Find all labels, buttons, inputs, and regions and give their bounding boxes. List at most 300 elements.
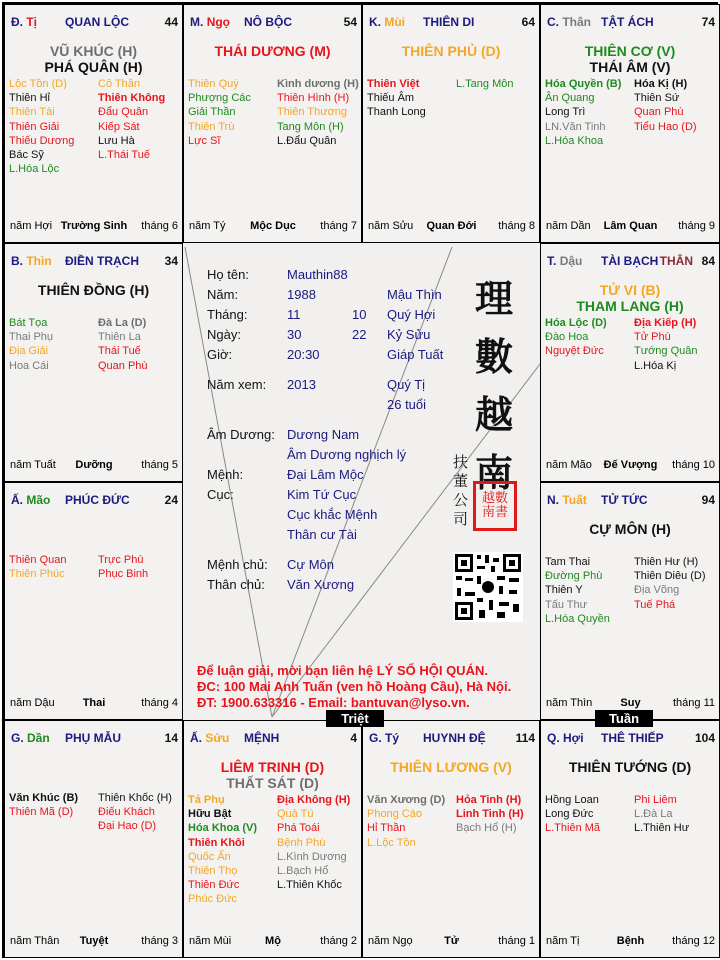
star-item: Điếu Khách — [98, 806, 155, 819]
hour-canchi: Giáp Tuất — [387, 347, 444, 362]
star-item: Thiên Khôi — [188, 836, 245, 849]
heavenly-stem: Ấ. — [11, 493, 23, 507]
star-item: Thiên Đức — [188, 879, 240, 892]
main-star: PHÁ QUÂN (H) — [44, 59, 143, 75]
star-item: Kình dương (H) — [277, 78, 359, 90]
star-item: Quan Phù — [634, 106, 684, 119]
star-item: Phá Toái — [277, 822, 320, 835]
dai-han-age: 34 — [164, 254, 178, 268]
star-item: Hóa Khoa (V) — [188, 822, 258, 835]
trang-sinh-stage: Bệnh — [616, 935, 645, 947]
star-item: Thiếu Âm — [367, 92, 415, 105]
view-year-canchi: Quý Tị — [387, 377, 426, 392]
star-item: L.Thiên Mã — [545, 822, 601, 835]
star-item: Quả Tú — [277, 808, 314, 821]
star-item: Hóa Quyền (B) — [545, 78, 622, 90]
star-item: Tử Phù — [634, 331, 671, 344]
palace-name: HUYNH ĐỆ — [423, 731, 486, 745]
than-marker: THÂN — [659, 254, 693, 268]
star-item: Thiên Hư (H) — [634, 556, 699, 568]
palace-can-chi — [190, 15, 230, 29]
palace-header — [547, 731, 715, 747]
star-item: Bạch Hổ (H) — [456, 822, 517, 835]
star-item: Thiên Việt — [367, 78, 420, 90]
earthly-branch: Dậu — [559, 254, 583, 268]
palace-header — [547, 493, 715, 509]
star-item: Thai Phụ — [9, 331, 54, 344]
star-item: L.Hóa Khoa — [545, 134, 604, 147]
star-item: Thiên Mã (D) — [9, 806, 74, 819]
palace-header — [369, 15, 535, 31]
month-label: tháng 10 — [672, 459, 715, 471]
minor-stars — [545, 77, 717, 217]
palace-cell[interactable] — [4, 243, 183, 482]
palace-can-chi — [190, 731, 229, 745]
main-star: LIÊM TRINH (D) — [220, 759, 325, 775]
star-column-left — [9, 77, 74, 176]
palace-header — [369, 731, 535, 747]
than-chu-value: Văn Xương — [287, 577, 355, 592]
logo-char: 南 — [474, 450, 513, 495]
palace-cell[interactable] — [4, 4, 183, 243]
palace-can-chi — [369, 731, 399, 745]
day-lunar: 22 — [352, 327, 367, 342]
star-item: Quan Phù — [98, 359, 148, 372]
star-item: Văn Xương (D) — [367, 794, 446, 806]
month-label: tháng 4 — [141, 697, 178, 709]
cuc-note-2: Thân cư Tài — [287, 527, 357, 542]
palace-header — [190, 15, 357, 31]
star-item: Đại Hao (D) — [98, 820, 157, 833]
palace-name: TỬ TỨC — [601, 493, 648, 507]
star-item: L.Lộc Tồn — [367, 836, 416, 849]
month-label: tháng 8 — [498, 220, 535, 232]
star-item: Cô Thần — [98, 78, 140, 90]
palace-name: NÔ BỘC — [244, 15, 292, 29]
luu-nien-year: năm Dậu — [10, 697, 55, 709]
palace-cell[interactable] — [540, 720, 720, 958]
month-label: tháng 7 — [320, 220, 357, 232]
palace-cell[interactable] — [183, 4, 362, 243]
trang-sinh-stage: Tử — [444, 935, 459, 947]
palace-can-chi — [547, 731, 584, 745]
star-item: Thiên Diêu (D) — [634, 570, 706, 583]
earthly-branch: Tuất — [562, 493, 587, 507]
palace-footer — [546, 697, 715, 711]
palace-header — [11, 493, 178, 509]
palace-header — [11, 731, 178, 747]
dai-han-age: 54 — [343, 15, 357, 29]
earthly-branch: Dần — [27, 731, 50, 745]
star-item: Lưu Hà — [98, 134, 135, 147]
palace-header — [11, 15, 178, 31]
star-item: Lực Sĩ — [188, 134, 221, 147]
heavenly-stem: G. — [369, 731, 382, 745]
heavenly-stem: M. — [190, 15, 204, 29]
trang-sinh-stage: Tuyệt — [79, 935, 109, 947]
palace-header — [547, 254, 715, 270]
center-info-panel — [185, 243, 542, 721]
star-column-right — [634, 793, 689, 836]
star-item: Tuế Phá — [634, 598, 676, 611]
dai-han-age: 4 — [350, 731, 357, 745]
dai-han-age: 114 — [515, 731, 535, 745]
main-star: THÁI ÂM (V) — [589, 59, 671, 75]
star-item: Thiên Y — [545, 584, 583, 597]
heavenly-stem: N. — [547, 493, 559, 507]
star-item: Thái Tuế — [98, 345, 141, 358]
palace-cell[interactable] — [540, 4, 720, 243]
star-item: Tả Phụ — [188, 794, 225, 806]
name-label: Họ tên: — [207, 267, 249, 282]
logo-char: 越 — [474, 392, 513, 437]
trang-sinh-stage: Đế Vượng — [603, 459, 658, 471]
minor-stars — [367, 77, 537, 217]
palace-cell[interactable] — [183, 720, 362, 958]
star-item: Hỏa Tinh (H) — [456, 794, 522, 806]
year-label: Năm: — [207, 287, 239, 302]
star-item: LN.Văn Tinh — [545, 120, 606, 133]
palace-name: PHÚC ĐỨC — [65, 493, 130, 507]
star-item: Tấu Thư — [545, 598, 588, 611]
trang-sinh-stage: Quan Đới — [426, 220, 477, 232]
star-item: Bát Tọa — [9, 317, 48, 329]
palace-can-chi — [11, 493, 50, 507]
main-star: THẤT SÁT (D) — [226, 775, 319, 791]
star-column-right — [456, 77, 513, 91]
month-canchi: Quý Hợi — [387, 307, 436, 322]
star-item: Địa Không (H) — [277, 794, 351, 806]
star-item: Phi Liêm — [634, 794, 677, 806]
palace-cell[interactable] — [540, 243, 720, 482]
palace-footer — [546, 935, 715, 949]
star-item: Lộc Tồn (D) — [9, 78, 67, 90]
luu-nien-year: năm Tị — [546, 935, 580, 947]
month-lunar: 10 — [352, 307, 367, 322]
star-item: Ân Quang — [545, 92, 595, 105]
main-star: CỰ MÔN (H) — [589, 521, 671, 537]
star-column-right — [634, 555, 706, 612]
earthly-branch: Mão — [26, 493, 51, 507]
dai-han-age: 104 — [694, 731, 715, 745]
heavenly-stem: C. — [547, 15, 559, 29]
day-solar: 30 — [287, 327, 302, 342]
menh-value: Đại Lâm Mộc — [287, 467, 364, 482]
trang-sinh-stage: Thai — [82, 697, 106, 709]
star-column-right — [634, 77, 697, 134]
heavenly-stem: K. — [369, 15, 381, 29]
star-column-right — [277, 77, 359, 148]
star-item: Thiên Hình (H) — [277, 92, 350, 105]
star-item: Tang Môn (H) — [277, 120, 344, 133]
palace-cell[interactable] — [362, 720, 540, 958]
star-item: L.Thái Tuế — [98, 149, 150, 162]
minor-stars — [9, 316, 180, 456]
amduong-value: Dương Nam — [287, 427, 360, 442]
main-star: THAM LANG (H) — [576, 298, 684, 314]
hour-value: 20:30 — [287, 347, 320, 362]
trang-sinh-stage: Suy — [620, 697, 641, 709]
star-item: Thiên La — [98, 331, 141, 344]
star-item: Hỉ Thần — [367, 822, 406, 835]
star-item: Long Đức — [545, 808, 594, 821]
star-item: L.Bạch Hổ — [277, 865, 329, 878]
minor-stars — [9, 553, 180, 693]
month-label: tháng 12 — [672, 935, 715, 947]
star-item: Phúc Đức — [188, 893, 237, 906]
dai-han-age: 74 — [701, 15, 715, 29]
palace-cell[interactable] — [4, 720, 183, 958]
luu-nien-year: năm Thìn — [546, 697, 593, 709]
star-item: Thiếu Dương — [9, 134, 75, 147]
earthly-branch: Hợi — [563, 731, 584, 745]
amduong-note: Âm Dương nghịch lý — [287, 447, 407, 462]
minor-stars — [545, 316, 717, 456]
star-item: Giải Thần — [188, 106, 236, 119]
trang-sinh-stage: Lâm Quan — [603, 220, 658, 232]
star-column-left — [9, 553, 66, 581]
heavenly-stem: T. — [547, 254, 557, 268]
star-item: Tướng Quân — [634, 345, 698, 358]
day-label: Ngày: — [207, 327, 241, 342]
trang-sinh-stage: Dưỡng — [75, 459, 113, 471]
star-item: Trực Phù — [98, 554, 144, 566]
star-item: L.Kình Dương — [277, 850, 347, 863]
star-item: Thiên Giải — [9, 120, 60, 133]
dai-han-age: 44 — [164, 15, 178, 29]
tuvi-chart-board — [2, 2, 718, 958]
star-column-right — [98, 316, 148, 373]
star-item: Phục Binh — [98, 568, 149, 581]
star-column-right — [98, 77, 165, 162]
star-column-left — [545, 77, 621, 148]
palace-footer — [189, 220, 357, 234]
star-item: Hữu Bật — [188, 808, 232, 821]
dai-han-age: 64 — [521, 15, 535, 29]
luu-nien-year: năm Mão — [546, 459, 592, 471]
star-column-left — [9, 791, 78, 819]
palace-footer — [189, 935, 357, 949]
than-chu-label: Thân chủ: — [207, 577, 265, 592]
star-item: Thiên Hỉ — [9, 92, 50, 105]
cuc-value: Kim Tứ Cục — [287, 487, 357, 502]
star-item: L.Đà La — [634, 808, 673, 821]
star-column-left — [367, 793, 445, 850]
heavenly-stem: Q. — [547, 731, 560, 745]
view-year-value: 2013 — [287, 377, 316, 392]
palace-can-chi — [547, 15, 591, 29]
hour-label: Giờ: — [207, 347, 233, 362]
year-value: 1988 — [287, 287, 316, 302]
star-item: Hồng Loan — [545, 794, 599, 806]
palace-header — [547, 15, 715, 31]
logo-small-text: 扶 董 公 司 — [453, 453, 469, 528]
star-column-right — [277, 793, 350, 892]
minor-stars — [188, 77, 359, 217]
palace-can-chi — [369, 15, 405, 29]
palace-footer — [368, 220, 535, 234]
year-canchi: Mậu Thìn — [387, 287, 442, 302]
minor-stars — [545, 793, 717, 933]
star-item: Địa Giải — [9, 345, 49, 358]
star-item: Thiên Quý — [188, 78, 239, 90]
star-column-left — [545, 555, 610, 626]
star-column-right — [456, 793, 524, 836]
palace-name: MỆNH — [244, 731, 280, 745]
heavenly-stem: Ấ. — [190, 731, 202, 745]
main-star: THIÊN ĐỒNG (H) — [37, 282, 150, 298]
minor-stars — [188, 793, 359, 933]
menh-chu-value: Cự Môn — [287, 557, 334, 572]
palace-cell[interactable] — [4, 482, 183, 720]
dai-han-age: 14 — [164, 731, 178, 745]
palace-cell[interactable] — [362, 4, 540, 243]
star-item: Phong Cáo — [367, 808, 423, 821]
palace-footer — [10, 459, 178, 473]
star-item: Kiếp Sát — [98, 120, 140, 133]
palace-footer — [10, 697, 178, 711]
heavenly-stem: B. — [11, 254, 23, 268]
earthly-branch: Ngọ — [206, 15, 231, 29]
contact-line-1: Để luận giải, mời bạn liên hệ LÝ SỐ HỘI QUÁN. — [197, 663, 488, 678]
luu-nien-year: năm Hợi — [10, 220, 53, 232]
month-label: tháng 2 — [320, 935, 357, 947]
palace-can-chi — [11, 254, 52, 268]
cuc-note-1: Cục khắc Mệnh — [287, 507, 378, 522]
star-column-left — [188, 793, 257, 907]
star-item: Phượng Các — [188, 92, 251, 105]
palace-footer — [546, 220, 715, 234]
star-column-left — [545, 793, 600, 836]
palace-can-chi — [11, 15, 37, 29]
luu-nien-year: năm Mùi — [189, 935, 232, 947]
star-item: Thiên Quan — [9, 554, 67, 566]
month-label: tháng 11 — [672, 697, 715, 709]
star-item: L.Tang Môn — [456, 78, 514, 90]
contact-phone-email: ĐT: 1900.633316 - Email: bantuvan@lyso.vn. — [197, 695, 470, 710]
star-column-right — [98, 553, 148, 581]
palace-can-chi — [11, 731, 50, 745]
amduong-label: Âm Dương: — [207, 427, 275, 442]
star-item: Thiên Tài — [9, 106, 55, 119]
palace-footer — [368, 935, 535, 949]
star-item: Đà La (D) — [98, 317, 147, 329]
star-item: Địa Võng — [634, 584, 680, 597]
star-item: Địa Kiếp (H) — [634, 317, 697, 329]
palace-name: PHỤ MẪU — [65, 731, 121, 745]
star-item: L.Đẩu Quân — [277, 134, 337, 147]
star-column-left — [367, 77, 426, 120]
luu-nien-year: năm Thân — [10, 935, 60, 947]
main-star: THIÊN TƯỚNG (D) — [568, 759, 692, 775]
minor-stars — [9, 77, 180, 217]
main-star: TỬ VI (B) — [599, 282, 661, 298]
logo-char: 數 — [474, 334, 513, 379]
dai-han-age: 24 — [164, 493, 178, 507]
dai-han-age: 84 — [701, 254, 715, 268]
star-item: Thanh Long — [367, 106, 426, 119]
main-star: THÁI DƯƠNG (M) — [214, 43, 331, 59]
star-item: L.Hóa Quyền — [545, 612, 610, 625]
menh-chu-label: Mệnh chủ: — [207, 557, 268, 572]
star-item: Thiên Thọ — [188, 865, 238, 878]
name-value: Mauthin88 — [287, 267, 348, 282]
star-item: Đường Phù — [545, 570, 603, 583]
luu-nien-year: năm Tý — [189, 220, 226, 232]
palace-name: THÊ THIẾP — [601, 731, 664, 745]
palace-name: TẬT ÁCH — [601, 15, 654, 29]
earthly-branch: Mùi — [384, 15, 406, 29]
star-item: Linh Tinh (H) — [456, 808, 524, 821]
star-item: Thiên Khốc (H) — [98, 792, 172, 804]
palace-name: QUAN LỘC — [65, 15, 129, 29]
star-item: Thiên Sứ — [634, 92, 680, 105]
trang-sinh-stage: Trường Sinh — [60, 220, 128, 232]
star-column-left — [188, 77, 251, 148]
trang-sinh-stage: Mộc Dục — [250, 220, 296, 232]
star-item: L.Hóa Kị — [634, 359, 677, 372]
palace-can-chi — [547, 493, 587, 507]
palace-can-chi — [547, 254, 582, 268]
minor-stars — [545, 555, 717, 695]
month-label: Tháng: — [207, 307, 248, 322]
earthly-branch: Tý — [385, 731, 400, 745]
heavenly-stem: G. — [11, 731, 24, 745]
star-item: Tam Thai — [545, 556, 591, 568]
star-item: Quốc Ấn — [188, 850, 231, 863]
red-seal-stamp: 越數 南書 — [473, 481, 517, 531]
star-item: Thiên Không — [98, 92, 166, 105]
main-star: VŨ KHÚC (H) — [49, 43, 138, 59]
minor-stars — [367, 793, 537, 933]
month-label: tháng 3 — [141, 935, 178, 947]
palace-footer — [10, 220, 178, 234]
earthly-branch: Thìn — [26, 254, 52, 268]
palace-header — [190, 731, 357, 747]
luu-nien-year: năm Sửu — [368, 220, 414, 232]
palace-footer — [10, 935, 178, 949]
palace-cell[interactable] — [540, 482, 720, 720]
luu-nien-year: năm Tuất — [10, 459, 56, 471]
menh-label: Mệnh: — [207, 467, 244, 482]
star-column-right — [634, 316, 698, 373]
star-item: Đào Hoa — [545, 331, 589, 344]
trang-sinh-stage: Mộ — [265, 935, 281, 947]
age-value: 26 tuổi — [387, 397, 427, 412]
earthly-branch: Sửu — [205, 731, 230, 745]
star-column-left — [545, 316, 607, 359]
palace-name: THIÊN DI — [423, 15, 475, 29]
star-item: Nguyệt Đức — [545, 345, 604, 358]
palace-name: ĐIỀN TRẠCH — [65, 254, 139, 268]
view-year-label: Năm xem: — [207, 377, 267, 392]
earthly-branch: Thân — [562, 15, 592, 29]
star-item: L.Thiên Hư — [634, 822, 690, 835]
minor-stars — [9, 791, 180, 931]
qr-code — [453, 552, 523, 622]
star-item: Hóa Kị (H) — [634, 78, 688, 90]
star-item: Bệnh Phù — [277, 836, 326, 849]
earthly-branch: Tị — [26, 15, 38, 29]
star-item: L.Hóa Lộc — [9, 163, 60, 176]
triet-marker: Triệt — [326, 710, 384, 727]
heavenly-stem: Đ. — [11, 15, 23, 29]
star-item: Hoa Cái — [9, 359, 49, 372]
star-item: Đẩu Quân — [98, 106, 149, 119]
palace-header — [11, 254, 178, 270]
main-star: THIÊN CƠ (V) — [584, 43, 676, 59]
month-label: tháng 5 — [141, 459, 178, 471]
